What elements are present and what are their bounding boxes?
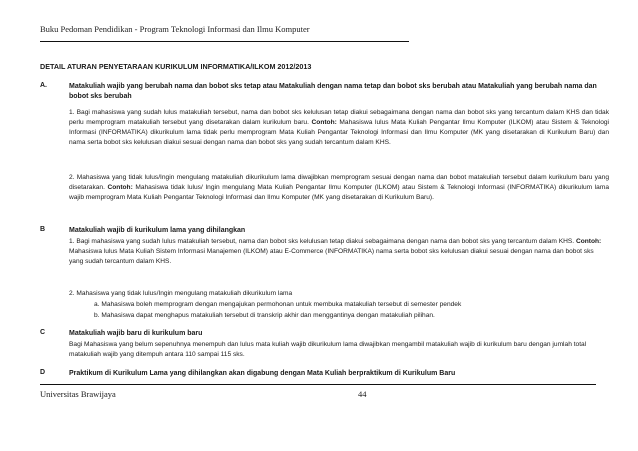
section-b-item-1	[69, 237, 609, 267]
section-a-heading: Matakuliah wajib yang berubah nama dan bobot sks tetap atau Matakuliah dengan nama tetap dan bobot sks berubah atau Matakuliah yang berubah nama dan bobot sks berubah	[69, 83, 597, 100]
section-c-paragraph: Bagi Mahasiswa yang belum sepenuhnya menempuh dan lulus mata kuliah wajib dikurikulum lama diwajibkan mengambil matakuliah wajib di kurikulum baru dengan jumlah total matakuliah wajib yang ditempuh antara 110 sampai 115 sks.	[69, 341, 587, 358]
section-c-letter: C	[40, 329, 46, 336]
section-a-item-1-example: Mahasiswa lulus Mata Kuliah Pengantar Ilmu Komputer (ILKOM) atau Sistem & Teknologi Informasi (INFORMATIKA) dikurikulum lama tidak perlu memprogram Mata Kuliah Pengantar Teknologi Informasi dan Ilmu Komputer (MK yang disetarakan di Kurikulum Baru) dan nama serta bobot sks kelulusan diakui sesuai dengan nama dan bobot sks yang sudah tercantum dalam KHS.	[69, 119, 609, 146]
section-a-item-1-text: 1. Bagi mahasiswa yang sudah lulus matakuliah tersebut, nama dan bobot sks kelulusan tetap diakui sebagaimana dengan nama dan bobot sks yang tercantum dalam KHS dan tidak perlu memprogram matakuliah tersebut yang disetarakan dalam kurikulum baru.	[69, 109, 609, 126]
section-a-letter: A.	[40, 82, 47, 89]
section-b-item-1-example: Mahasiswa lulus Mata Kuliah Sistem Informasi Manajemen (ILKOM) atau E-Commerce (INFORMATIKA) nama serta bobot sks kelulusan diakui sesuai dengan nama dan bobot sks yang sudah tercantum dalam KHS.	[69, 248, 594, 265]
section-b-heading: Matakuliah wajib di kurikulum lama yang dihilangkan	[69, 227, 246, 234]
section-a-item-2	[69, 173, 609, 203]
section-b-item-2: 2. Mahasiswa yang tidak lulus/Ingin mengulang matakuliah dikurikulum lama	[69, 290, 293, 297]
footer-institution: Universitas Brawijaya	[40, 389, 116, 399]
section-a-item-1-example-label: Contoh:	[311, 119, 337, 126]
section-a-item-2-example-label: Contoh:	[107, 184, 133, 191]
page-number: 44	[358, 389, 367, 399]
document-title: DETAIL ATURAN PENYETARAAN KURIKULUM INFORMATIKA/ILKOM 2012/2013	[40, 62, 312, 71]
section-b-item-1-text: 1. Bagi mahasiswa yang sudah lulus matakuliah tersebut, nama dan bobot sks kelulusan tetap diakui sebagaimana dengan nama dan bobot sks yang tercantum dalam KHS.	[69, 238, 575, 245]
section-d-letter: D	[40, 369, 46, 376]
section-a-item-1	[69, 108, 609, 148]
footer-rule	[40, 384, 596, 385]
section-b-item-2b: b. Mahasiswa dapat menghapus matakuliah tersebut di transkrip akhir dan menggantinya dengan matakuliah pilihan.	[94, 312, 435, 319]
section-b-item-2a: a. Mahasiswa boleh memprogram dengan mengajukan permohonan untuk membuka matakuliah tersebut di semester pendek	[94, 301, 462, 308]
section-b-letter: B	[40, 226, 46, 233]
header-rule	[40, 41, 409, 42]
section-d-heading: Praktikum di Kurikulum Lama yang dihilangkan akan digabung dengan Mata Kuliah berpraktikum di Kurikulum Baru	[69, 370, 456, 377]
section-a-item-2-example: Mahasiswa tidak lulus/ Ingin mengulang Mata Kuliah Pengantar Ilmu Komputer (ILKOM) atau Sistem & Teknologi Informasi (INFORMATIKA) dikurikulum lama wajib memprogram Mata Kuliah Pengantar Teknologi Informasi dan Ilmu Komputer (MK yang disetarakan di Kurikulum Baru).	[69, 184, 609, 201]
section-a-item-2-text: 2. Mahasiswa yang tidak lulus/Ingin mengulang matakuliah dikurikulum lama diwajibkan memprogram sesuai dengan nama dan bobot matakuliah tersebut dalam kurikulum baru yang disetarakan.	[69, 174, 609, 191]
running-header: Buku Pedoman Pendidikan - Program Teknologi Informasi dan Ilmu Komputer	[40, 24, 310, 34]
section-b-item-1-example-label: Contoh:	[575, 238, 602, 245]
section-c-heading: Matakuliah wajib baru di kurikulum baru	[69, 330, 203, 337]
